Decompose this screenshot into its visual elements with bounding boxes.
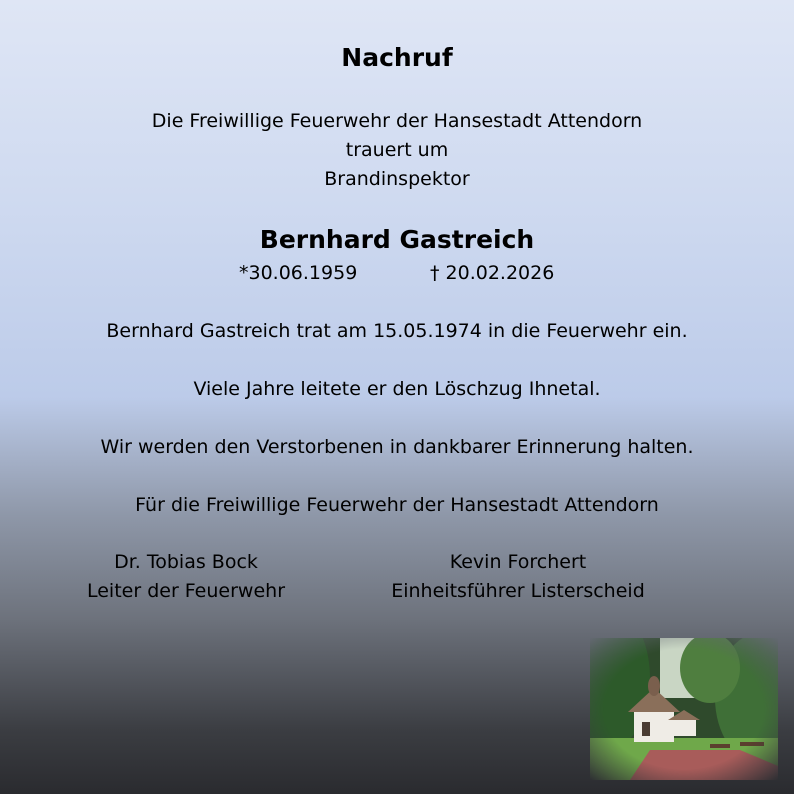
birth-date: *30.06.1959 xyxy=(239,262,358,284)
signature-right-role: Einheitsführer Listerscheid xyxy=(391,580,645,602)
chapel-in-forest-photo xyxy=(590,638,778,780)
page-title: Nachruf xyxy=(341,43,453,72)
body-paragraph-1: Bernhard Gastreich trat am 15.05.1974 in die Feuerwehr ein. xyxy=(106,320,688,342)
death-date: † 20.02.2026 xyxy=(430,262,555,284)
body-paragraph-4: Für die Freiwillige Feuerwehr der Hansestadt Attendorn xyxy=(135,494,659,516)
signature-left-role: Leiter der Feuerwehr xyxy=(86,580,285,602)
intro-line-1: Die Freiwillige Feuerwehr der Hansestadt Attendorn xyxy=(151,110,643,132)
signature-right-name: Kevin Forchert xyxy=(449,551,587,573)
intro-line-2: trauert um xyxy=(345,139,449,161)
body-paragraph-2: Viele Jahre leitete er den Löschzug Ihnetal. xyxy=(193,378,601,400)
signature-left-name: Dr. Tobias Bock xyxy=(114,551,258,573)
intro-line-3: Brandinspektor xyxy=(324,168,470,190)
body-paragraph-3: Wir werden den Verstorbenen in dankbarer Erinnerung halten. xyxy=(100,436,694,458)
deceased-name: Bernhard Gastreich xyxy=(259,225,535,254)
